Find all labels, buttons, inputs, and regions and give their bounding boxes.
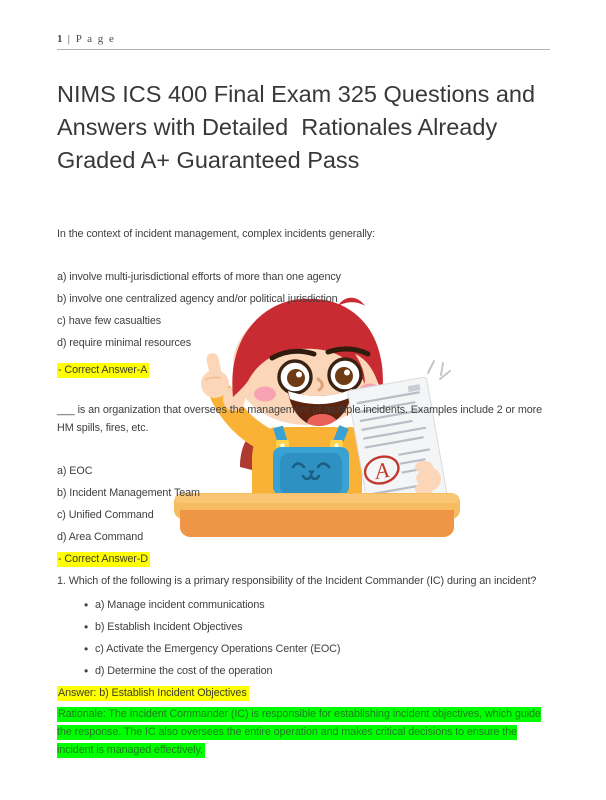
answer-option: d) Area Command <box>57 531 144 543</box>
question-prompt: In the context of incident management, complex incidents generally: <box>57 228 375 240</box>
page-title: NIMS ICS 400 Final Exam 325 Questions and Answers with Detailed Rationales Already Graded A+ Guaranteed Pass <box>57 81 541 173</box>
answer-option: • a) Manage incident communications <box>57 596 549 614</box>
question-prompt: 1. Which of the following is a primary responsibility of the Incident Commander (IC) during an incident? <box>57 575 537 587</box>
answer-option: • b) Establish Incident Objectives <box>57 618 549 636</box>
answer-option: • d) Determine the cost of the operation <box>57 662 549 680</box>
correct-answer-line <box>57 550 549 568</box>
answer-option: • c) Activate the Emergency Operations Center (EOC) <box>57 640 549 658</box>
answer-option: c) Unified Command <box>57 509 154 521</box>
rationale-highlight: Rationale: The Incident Commander (IC) is responsible for establishing incident objectives, which guide the response. The IC also oversees the entire operation and makes critical decisions to ensure the incident is managed effectively. <box>57 708 541 756</box>
page-header <box>57 33 550 50</box>
correct-answer-highlight: Answer: b) Establish Incident Objectives <box>58 687 247 699</box>
page-header-label: | P a g e <box>67 33 116 45</box>
rationale-line <box>57 705 549 759</box>
answer-option: a) EOC <box>57 465 93 477</box>
page-number: 1 <box>57 33 64 45</box>
answer-option: b) involve one centralized agency and/or political jurisdiction <box>57 293 338 305</box>
correct-answer-highlight: - Correct Answer-D <box>58 553 148 565</box>
answer-option: b) Incident Management Team <box>57 487 200 499</box>
document-body <box>57 70 549 759</box>
answer-option: a) involve multi-jurisdictional efforts of more than one agency <box>57 271 341 283</box>
answer-option: d) require minimal resources <box>57 337 192 349</box>
question-prompt: ___ is an organization that oversees the management of multiple incidents. Examples include 2 or more HM spills, fires, etc. <box>57 404 543 434</box>
correct-answer-line <box>57 684 549 702</box>
svg-text:A: A <box>373 457 391 484</box>
correct-answer-highlight: - Correct Answer-A <box>58 364 148 376</box>
answer-option-list <box>57 596 549 680</box>
correct-answer-line <box>57 361 549 379</box>
answer-option: c) have few casualties <box>57 315 162 327</box>
